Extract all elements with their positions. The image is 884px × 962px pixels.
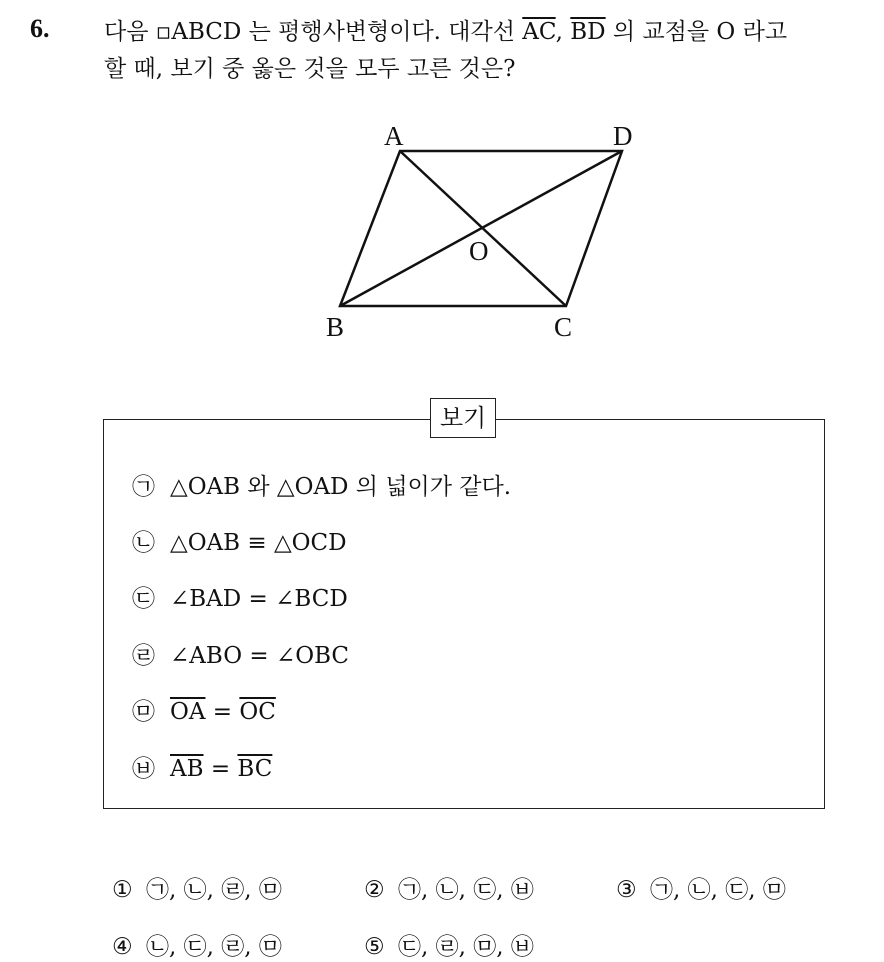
choice-text: ㉠, ㉡, ㉢, ㉤ — [650, 877, 786, 903]
item-marker: ㉢ — [132, 586, 155, 612]
example-item-1 — [132, 472, 511, 502]
item-text: △OAB ≡ △OCD — [170, 530, 347, 556]
example-box-title: 보기 — [430, 398, 496, 438]
segment-bc: $\overline{BC}$ — [237, 756, 273, 782]
choice-text: ㉠, ㉡, ㉣, ㉤ — [146, 877, 282, 903]
choice-number: ② — [364, 877, 385, 903]
answer-choice-1[interactable] — [112, 875, 282, 905]
example-item-6 — [132, 754, 272, 784]
item-text: ∠BAD = ∠BCD — [170, 586, 348, 612]
answer-choice-5[interactable] — [364, 932, 534, 962]
vertex-label-a: A — [384, 121, 404, 151]
item-marker: ㉥ — [132, 756, 155, 782]
question-comma: , — [555, 19, 571, 45]
answer-choice-4[interactable] — [112, 932, 282, 962]
answer-choice-2[interactable] — [364, 875, 534, 905]
vertex-label-d: D — [613, 121, 633, 151]
example-item-4 — [132, 641, 349, 671]
choice-number: ④ — [112, 934, 133, 960]
segment-ac: $\overline{AC}$ — [522, 19, 556, 45]
equals-sign: = — [203, 756, 238, 782]
example-item-5 — [132, 697, 276, 727]
question-line-1 — [104, 14, 874, 51]
item-text: △OAB 와 △OAD 의 넓이가 같다. — [170, 474, 512, 500]
choice-number: ① — [112, 877, 133, 903]
segment-ab: $\overline{AB}$ — [170, 756, 204, 782]
example-item-3 — [132, 584, 348, 614]
example-item-2 — [132, 528, 347, 558]
equals-sign: = — [205, 699, 240, 725]
answer-choice-3[interactable] — [616, 875, 786, 905]
question-text — [104, 14, 874, 88]
segment-oa: $\overline{OA}$ — [170, 699, 206, 725]
question-number: 6. — [30, 14, 50, 43]
question-line-2: 할 때, 보기 중 옳은 것을 모두 고른 것은? — [104, 56, 516, 82]
item-marker: ㉣ — [132, 643, 155, 669]
choice-text: ㉡, ㉢, ㉣, ㉤ — [146, 934, 282, 960]
diagonal-bd — [340, 151, 622, 306]
segment-oc: $\overline{OC}$ — [239, 699, 276, 725]
vertex-label-o: O — [469, 236, 489, 266]
choice-text: ㉢, ㉣, ㉤, ㉥ — [398, 934, 534, 960]
item-marker: ㉠ — [132, 474, 155, 500]
choice-text: ㉠, ㉡, ㉢, ㉥ — [398, 877, 534, 903]
question-line1-pre: 다음 ▫ABCD 는 평행사변형이다. 대각선 — [104, 19, 523, 45]
segment-bd: $\overline{BD}$ — [570, 19, 606, 45]
vertex-label-b: B — [326, 312, 345, 342]
choice-number: ③ — [616, 877, 637, 903]
item-marker: ㉡ — [132, 530, 155, 556]
item-marker: ㉤ — [132, 699, 155, 725]
item-text: ∠ABO = ∠OBC — [170, 643, 350, 669]
parallelogram-figure — [318, 118, 648, 348]
choice-number: ⑤ — [364, 934, 385, 960]
question-line1-post: 의 교점을 O 라고 — [605, 19, 788, 45]
vertex-label-c: C — [554, 312, 573, 342]
